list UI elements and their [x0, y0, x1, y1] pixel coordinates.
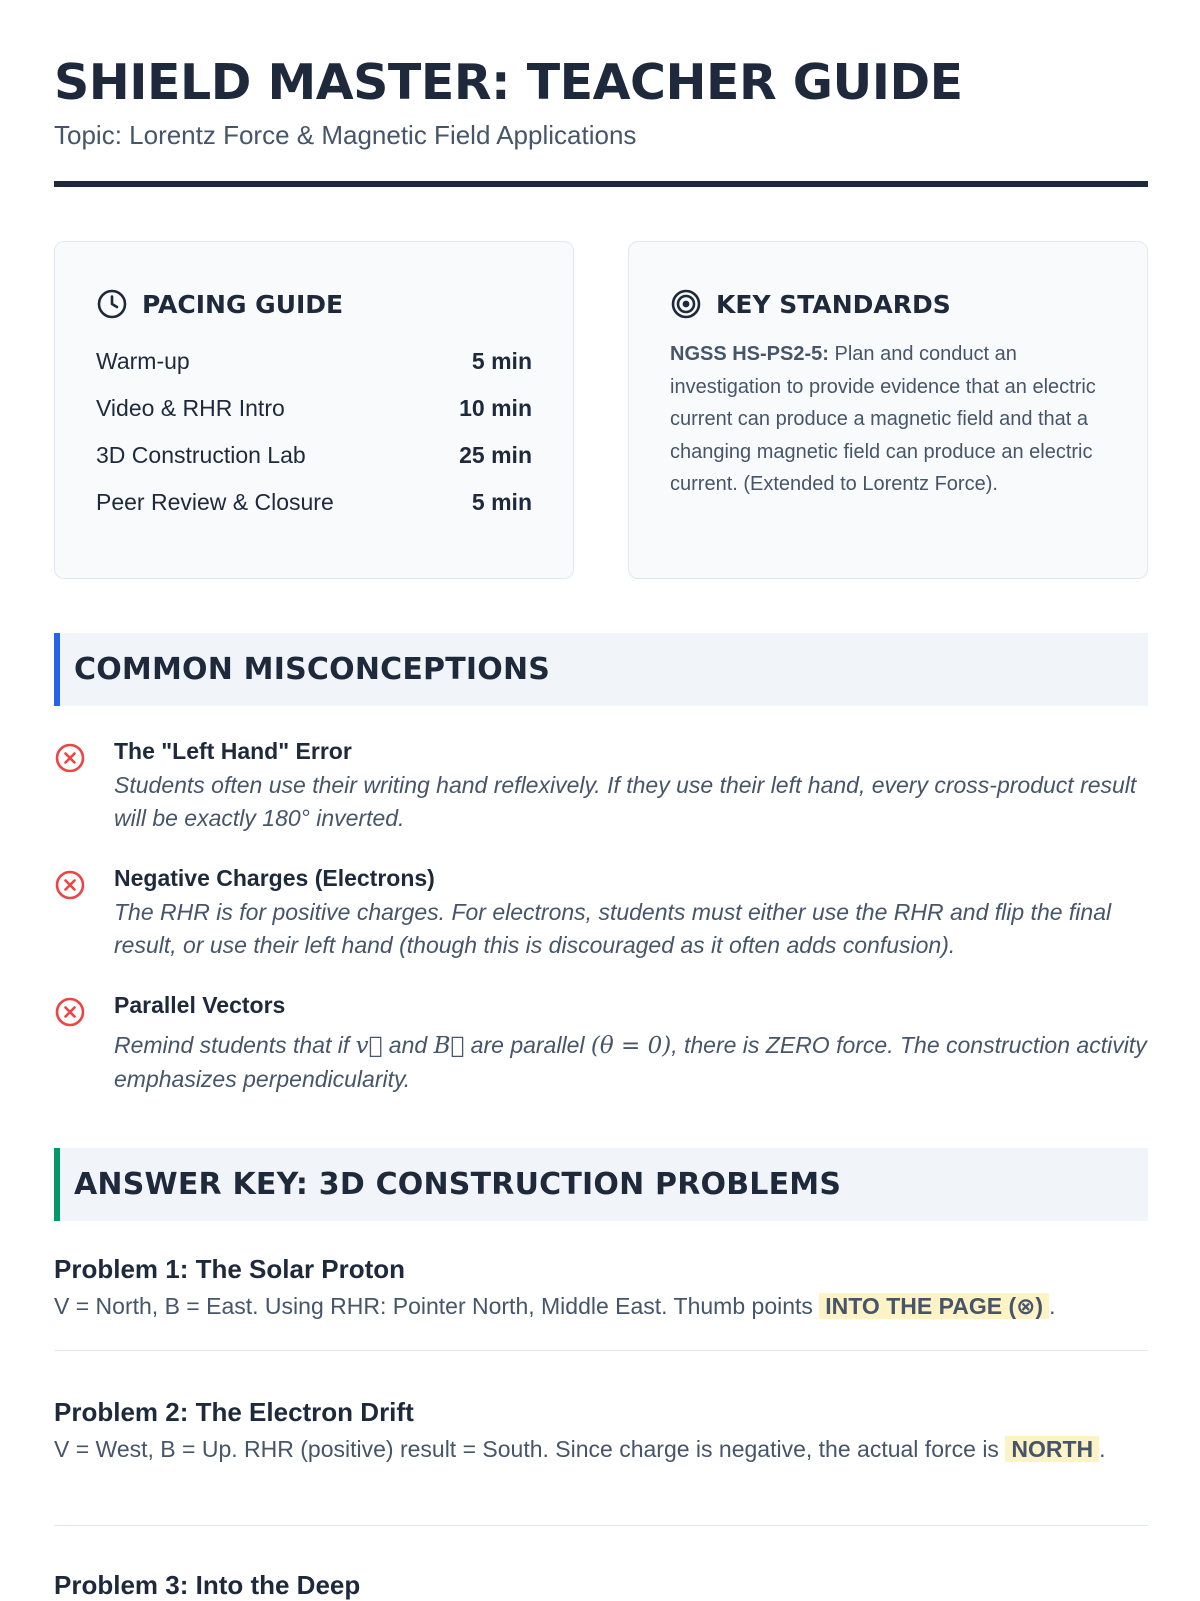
key-standards-card	[628, 241, 1148, 579]
misconception-heading: The "Left Hand" Error	[114, 738, 352, 764]
pacing-guide-title: PACING GUIDE	[142, 289, 344, 319]
key-standards-header	[670, 286, 1106, 322]
problem-heading: Problem 1: The Solar Proton	[54, 1254, 406, 1284]
pacing-time: 5 min	[471, 489, 532, 515]
problem-divider	[54, 1350, 1148, 1351]
pacing-activity: Peer Review & Closure	[96, 489, 334, 515]
pacing-row	[96, 479, 532, 526]
page-title: SHIELD MASTER: TEACHER GUIDE	[54, 54, 963, 111]
misconception-heading: Parallel Vectors	[114, 992, 286, 1018]
misconception-item	[54, 736, 1148, 835]
key-standards-title: KEY STANDARDS	[716, 289, 951, 319]
problem-heading: Problem 3: Into the Deep	[54, 1570, 361, 1600]
problem-solution-text: V = North, B = East. Using RHR: Pointer North, Middle East. Thumb points	[54, 1293, 820, 1319]
answer-key-title: ANSWER KEY: 3D CONSTRUCTION PROBLEMS	[74, 1167, 842, 1202]
misconception-text-part: Remind students that if	[114, 1032, 356, 1058]
problem-divider	[54, 1525, 1148, 1526]
x-circle-icon	[54, 996, 86, 1028]
problem-item	[54, 1569, 1148, 1601]
section-accent-bar	[54, 633, 60, 706]
sentence-end: .	[1099, 1436, 1106, 1462]
velocity-vector-symbol: v⃗	[355, 1033, 383, 1059]
section-accent-bar	[54, 1148, 60, 1221]
standard-code: NGSS HS-PS2-5:	[670, 343, 829, 365]
x-circle-icon	[54, 742, 86, 774]
target-icon	[670, 288, 702, 320]
field-vector-symbol: B⃗	[433, 1033, 465, 1059]
misconception-text-part: are parallel	[464, 1032, 591, 1058]
pacing-row	[96, 432, 532, 479]
misconception-text	[114, 1029, 1148, 1096]
misconception-text-part: , there is ZERO force. The construction activity emphasizes perpendicularity.	[114, 1032, 1147, 1092]
pacing-row	[96, 385, 532, 432]
pacing-time: 10 min	[459, 395, 532, 421]
problem-solution	[54, 1290, 1148, 1323]
sentence-end: .	[1049, 1293, 1056, 1319]
highlighted-answer: NORTH	[1005, 1436, 1099, 1462]
misconception-text: The RHR is for positive charges. For electrons, students must either use the RHR and flip the final result, or use their left hand (though this is discouraged as it often adds confusion).	[114, 899, 1112, 958]
pacing-activity: Video & RHR Intro	[96, 395, 285, 421]
misconception-item	[54, 990, 1148, 1096]
misconception-text-part: and	[382, 1032, 434, 1058]
misconceptions-section-header	[54, 633, 1148, 706]
clock-icon	[96, 288, 128, 320]
problem-solution	[54, 1433, 1148, 1466]
highlighted-answer: INTO THE PAGE (⊗)	[819, 1293, 1049, 1319]
pacing-time: 25 min	[459, 442, 532, 468]
pacing-guide-card	[54, 241, 574, 579]
problem-item	[54, 1253, 1148, 1323]
pacing-time: 5 min	[471, 348, 532, 374]
problem-solution-text: V = West, B = Up. RHR (positive) result = South. Since charge is negative, the actual force is	[54, 1436, 1006, 1462]
header-divider	[54, 181, 1148, 187]
problem-heading: Problem 2: The Electron Drift	[54, 1397, 414, 1427]
pacing-row	[96, 338, 532, 385]
x-circle-icon	[54, 869, 86, 901]
theta-expression: (θ = 0)	[590, 1033, 672, 1059]
answer-key-section-header	[54, 1148, 1148, 1221]
misconception-text: Students often use their writing hand reflexively. If they use their left hand, every cross-product result will be exactly 180° inverted.	[114, 772, 1137, 831]
pacing-activity: Warm-up	[96, 348, 190, 374]
pacing-guide-header	[96, 286, 532, 322]
misconception-heading: Negative Charges (Electrons)	[114, 865, 435, 891]
problem-item	[54, 1396, 1148, 1466]
pacing-activity: 3D Construction Lab	[96, 442, 306, 468]
misconception-item	[54, 863, 1148, 962]
standard-text: Plan and conduct an investigation to provide evidence that an electric current can produce a magnetic field and that a changing magnetic field can produce an electric current. (Extended to Lorentz Force).	[670, 343, 1096, 495]
page-subtitle: Topic: Lorentz Force & Magnetic Field Applications	[54, 120, 637, 150]
misconceptions-title: COMMON MISCONCEPTIONS	[74, 652, 551, 687]
standard-description	[670, 338, 1106, 501]
pacing-list	[96, 338, 532, 526]
